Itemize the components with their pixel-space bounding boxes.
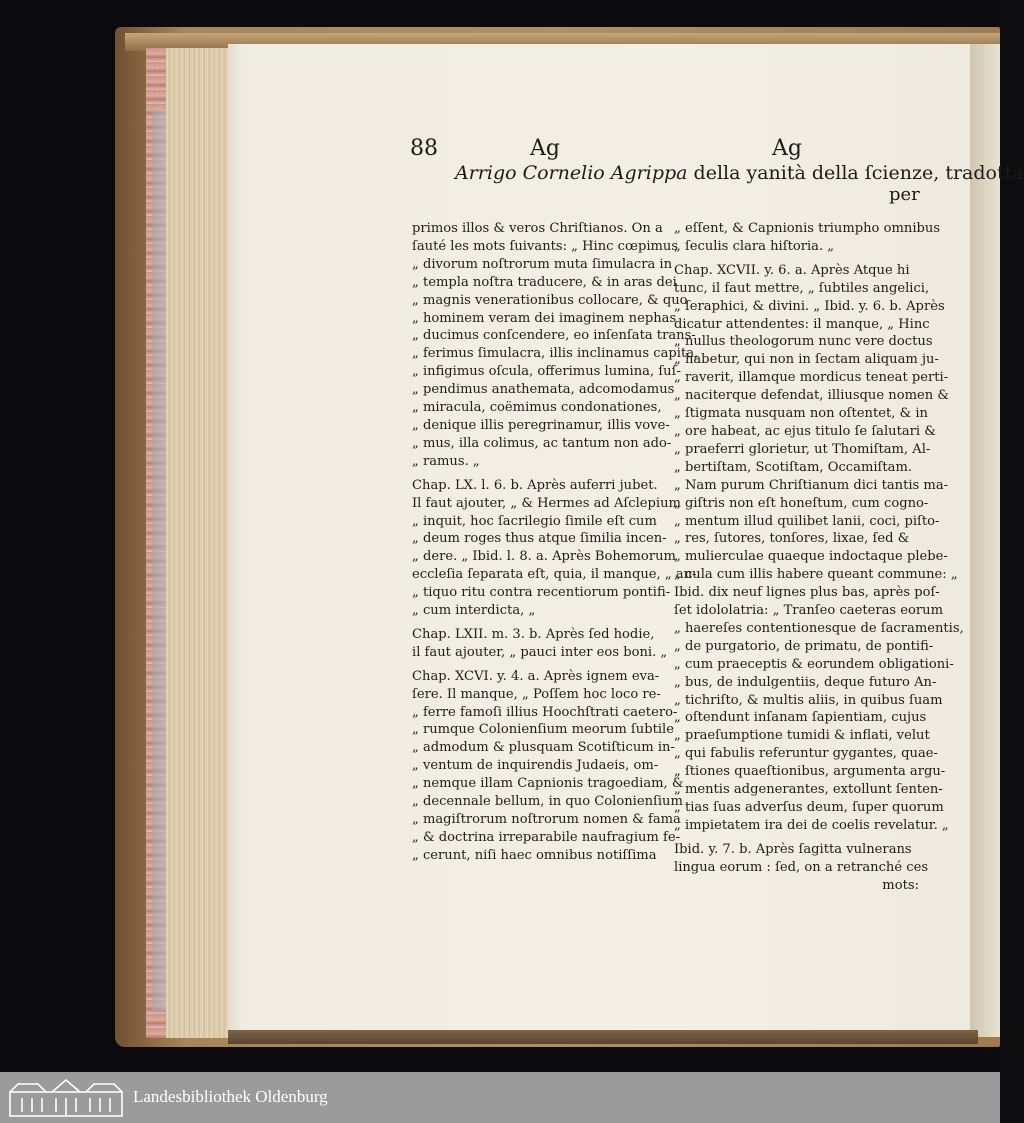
text-line: „ templa noſtra traducere, & in aras dei — [412, 274, 677, 290]
text-line: „ divorum noſtrorum muta ſimulacra in — [412, 256, 673, 272]
text-line: ſet idololatria: „ Tranſeo caeteras eorum — [674, 603, 944, 619]
institution-name: Landesbibliothek Oldenburg — [133, 1087, 328, 1106]
text-line: tunc, il faut mettre, „ ſubtiles angelici, — [674, 280, 930, 296]
text-line: „ habetur, qui non in ſectam aliquam ju- — [674, 352, 939, 368]
text-line: „ infigimus oſcula, offerimus lumina, ſuſ- — [412, 364, 681, 380]
text-line: „ bertiſtam, Scotiſtam, Occamiſtam. — [674, 459, 913, 475]
running-head-right: Ag — [772, 136, 802, 161]
text-line: „ ventum de inquirendis Judaeis, om- — [412, 758, 659, 774]
text-column-left — [412, 220, 699, 865]
text-line: „ cum interdicta, „ — [412, 603, 536, 619]
entry-title-rest: della yanità della ſcienze, tradotta — [693, 162, 1024, 184]
text-line: Il faut ajouter, „ & Hermes ad Aſclepium — [412, 495, 681, 511]
text-line: „ ramus. „ — [412, 453, 480, 469]
library-building-logo-icon — [8, 1078, 124, 1118]
text-line: „ praeſumptione tumidi & inflati, velut — [674, 728, 930, 744]
text-line: „ naciterque defendat, illiusque nomen & — [674, 388, 949, 404]
text-line: „ miracula, coëmimus condonationes, — [412, 400, 662, 416]
text-line: „ ſtiones quaeſtionibus, argumenta argu- — [674, 764, 946, 780]
text-line: „ eſſent, & Capnionis triumpho omnibus — [674, 221, 941, 236]
text-line: „ cula cum illis habere queant commune: „ — [674, 567, 958, 583]
text-line: Chap. XCVI. y. 4. a. Après ignem eva- — [412, 668, 660, 684]
page-bottom-shadow — [228, 1030, 978, 1044]
text-line: „ bus, de indulgentiis, deque futuro An- — [674, 674, 937, 690]
text-line: „ inquit, hoc ſacrilegio ſimile eſt cum — [412, 513, 657, 529]
text-line: „ ſeraphici, & divini. „ Ibid. y. 6. b. Après — [674, 298, 945, 314]
text-line: „ ferimus ſimulacra, illis inclinamus capita, — [412, 346, 699, 362]
text-line: „ haereſes contentionesque de ſacramentis, — [674, 620, 964, 636]
footer-bar — [0, 1072, 1000, 1123]
text-line: „ magiſtrorum noſtrorum nomen & fama — [412, 812, 681, 827]
text-line: „ tiquo ritu contra recentiorum pontifi- — [412, 585, 671, 601]
text-line: eccleſia ſeparata eſt, quia, il manque, „ an- — [412, 567, 697, 583]
text-line: „ giſtris non eſt honeſtum, cum cogno- — [674, 495, 929, 511]
text-line: „ mentum illud quilibet lanii, coci, piſto- — [674, 513, 940, 529]
text-line: „ ſeculis clara hiſtoria. „ — [674, 238, 835, 254]
text-line: „ & doctrina irreparabile naufragium fe- — [412, 829, 681, 845]
text-line: „ de purgatorio, de primatu, de pontifi- — [674, 638, 934, 654]
text-line: „ ducimus conſcendere, eo inſenſata trans- — [412, 328, 696, 344]
text-line: „ cerunt, niſi haec omnibus notiſſima — [412, 847, 657, 863]
text-line: „ hominem veram dei imaginem nephas — [412, 310, 677, 326]
text-line: „ praeferri glorietur, ut Thomiſtam, Al- — [674, 441, 931, 457]
text-line: „ ore habeat, ac ejus titulo ſe ſalutari & — [674, 423, 936, 439]
text-line: „ mentis adgenerantes, extollunt ſenten- — [674, 782, 943, 798]
entry-title-author: Arrigo Cornelio Agrippa — [455, 162, 688, 184]
text-line: „ qui fabulis referuntur gygantes, quae- — [674, 746, 938, 762]
text-line: Chap. LX. l. 6. b. Après auferri jubet. — [412, 477, 658, 493]
text-line: lingua eorum : ſed, on a retranché ces — [674, 859, 929, 875]
running-head-left: Ag — [530, 136, 560, 161]
text-line: „ raverit, illamque mordicus teneat perti- — [674, 370, 949, 386]
text-line: „ dere. „ Ibid. l. 8. a. Après Bohemorum — [412, 549, 676, 565]
facing-page-edge — [970, 44, 1000, 1037]
text-line: Chap. LXII. m. 3. b. Après ſed hodie, — [412, 626, 655, 642]
endpaper-strip — [152, 110, 166, 1010]
text-line: „ magnis venerationibus collocare, & quo — [412, 292, 688, 308]
text-line: dicatur attendentes: il manque, „ Hinc — [674, 316, 930, 332]
text-line: „ impietatem ira dei de coelis revelatur. „ — [674, 817, 949, 833]
page-number: 88 — [410, 136, 438, 161]
text-column-right — [674, 220, 964, 895]
text-line: ſauté les mots ſuivants: „ Hinc cœpimus — [412, 238, 679, 254]
text-line: „ oſtendunt inſanam ſapientiam, cujus — [674, 710, 927, 726]
text-line: „ admodum & plusquam Scotiſticum in- — [412, 740, 675, 756]
text-line: „ decennale bellum, in quo Colonienſium — [412, 794, 683, 810]
text-line: Chap. XCVII. y. 6. a. Après Atque hi — [674, 262, 910, 278]
text-line: Ibid. dix neuf lignes plus bas, après poſ- — [674, 585, 940, 601]
text-line: „ cum praeceptis & eorundem obligationi- — [674, 656, 954, 672]
entry-title-continuation: per — [889, 184, 920, 205]
text-line: Ibid. y. 7. b. Après ſagitta vulnerans — [674, 841, 912, 857]
text-line: ſere. Il manque, „ Poſſem hoc loco re- — [412, 686, 661, 702]
entry-title — [455, 162, 1024, 184]
text-line: „ mus, illa colimus, ac tantum non ado- — [412, 435, 672, 451]
text-line: il faut ajouter, „ pauci inter eos boni. „ — [412, 644, 668, 660]
text-line: „ deum roges thus atque ſimilia incen- — [412, 531, 667, 547]
text-line: „ Nam purum Chriſtianum dici tantis ma- — [674, 477, 949, 493]
text-line: „ res, ſutores, tonſores, lixae, ſed & — [674, 531, 910, 547]
text-line: primos illos & veros Chriſtianos. On a — [412, 221, 663, 236]
text-line: „ rumque Colonienſium meorum ſubtile — [412, 722, 674, 738]
text-line: „ ferre famoſi illius Hoochſtrati caetero- — [412, 704, 678, 720]
text-line: „ tichriſto, & multis aliis, in quibus ſuam — [674, 692, 943, 708]
text-line: „ nemque illam Capnionis tragoediam, & — [412, 776, 684, 792]
text-line: „ pendimus anathemata, adcomodamus — [412, 382, 675, 398]
text-line: mots: — [882, 877, 919, 893]
text-line: „ denique illis peregrinamur, illis vove- — [412, 417, 670, 433]
text-line: „ nullus theologorum nunc vere doctus — [674, 334, 933, 350]
text-line: „ tias ſuas adverſus deum, ſuper quorum — [674, 800, 944, 815]
text-line: „ mulierculae quaeque indoctaque plebe- — [674, 549, 948, 565]
text-line: „ ſtigmata nusquam non oſtentet, & in — [674, 406, 928, 422]
